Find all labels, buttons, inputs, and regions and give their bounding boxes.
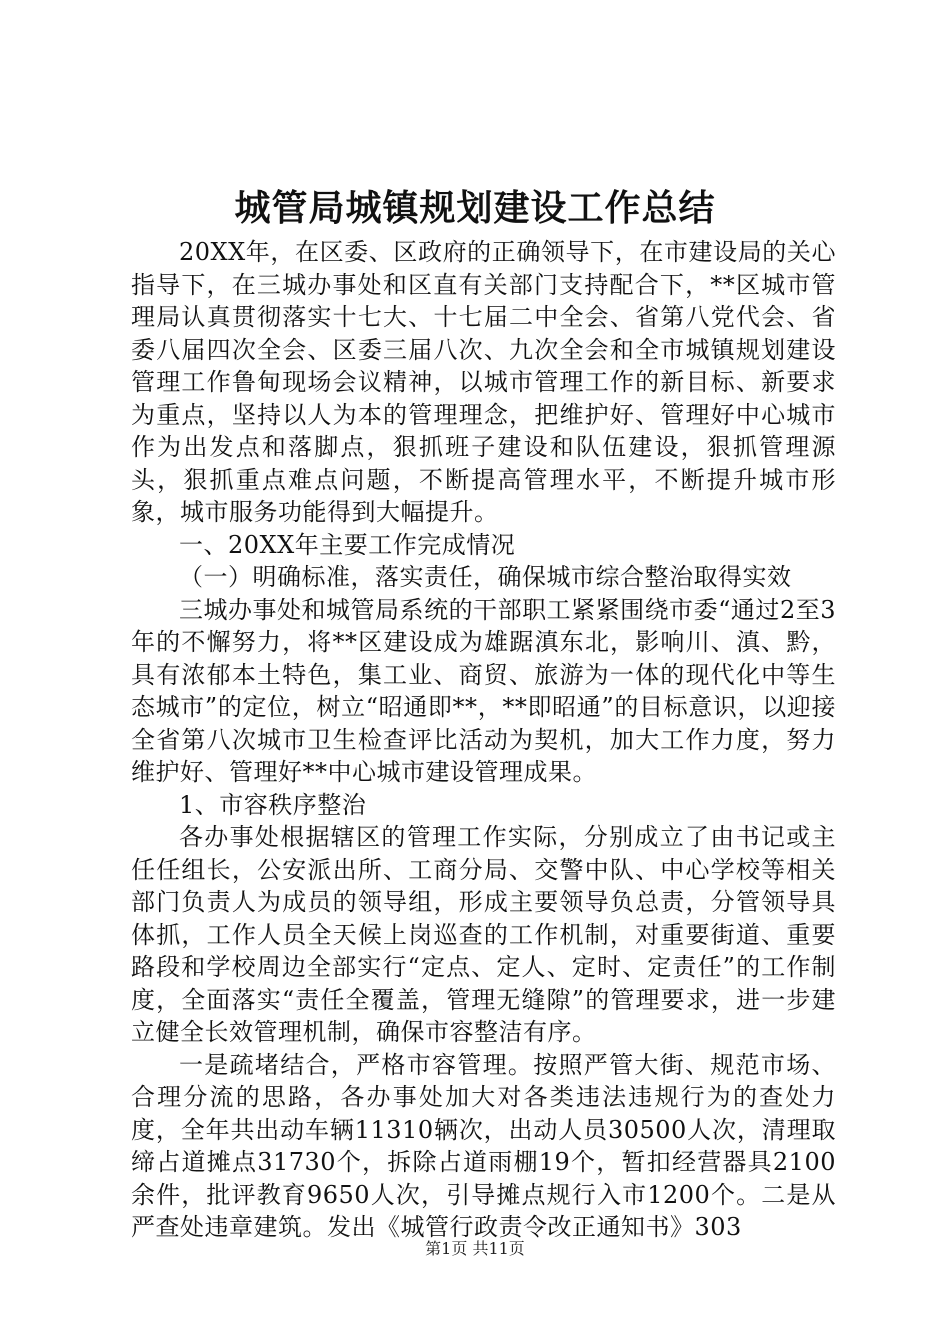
paragraph-measures: 一是疏堵结合，严格市容管理。按照严管大街、规范市场、合理分流的思路，各办事处加大对各类违法违规行为的查处力度，全年共出动车辆11310辆次，出动人员30500人次，清理取缔占道摊点31730个，拆除占道雨棚19个，暂扣经营器具2100余件，批评教育9650人次，引导摊点规行入市1200个。二是从严查处违章建筑。发出《城管行政责令改正通知书》303 [131, 1050, 836, 1241]
subsection-heading-1: （一）明确标准，落实责任，确保城市综合整治取得实效 [179, 563, 792, 591]
item-heading-1: 1、市容秩序整治 [179, 790, 367, 819]
paragraph-positioning: 三城办事处和城管局系统的干部职工紧紧围绕市委“通过2至3年的不懈努力，将**区建设成为雄踞滇东北，影响川、滇、黔，具有浓郁本土特色，集工业、商贸、旅游为一体的现代化中等生态城市”的定位，树立“昭通即**，**即昭通”的目标意识，以迎接全省第八次城市卫生检查评比活动为契机，加大工作力度，努力维护好、管理好**中心城市建设管理成果。 [131, 595, 836, 786]
paragraph-intro: 20XX年，在区委、区政府的正确领导下，在市建设局的关心指导下，在三城办事处和区直有关部门支持配合下，**区城市管理局认真贯彻落实十七大、十七届二中全会、省第八党代会、省委八届四次全会、区委三届八次、九次全会和全市城镇规划建设管理工作鲁甸现场会议精神，以城市管理工作的新目标、新要求为重点，坚持以人为本的管理理念，把维护好、管理好中心城市作为出发点和落脚点，狠抓班子建设和队伍建设，狠抓管理源头，狠抓重点难点问题，不断提高管理水平，不断提升城市形象，城市服务功能得到大幅提升。 [131, 238, 836, 526]
page-number-footer: 第1页 共11页 [425, 1239, 525, 1258]
section-heading-1: 一、20XX年主要工作完成情况 [179, 530, 516, 559]
document-title: 城管局城镇规划建设工作总结 [234, 187, 716, 229]
document-body [131, 236, 836, 1244]
paragraph-mechanism: 各办事处根据辖区的管理工作实际，分别成立了由书记或主任任组长，公安派出所、工商分局、交警中队、中心学校等相关部门负责人为成员的领导组，形成主要领导负总责，分管领导具体抓，工作人员全天候上岗巡查的工作机制，对重要街道、重要路段和学校周边全部实行“定点、定人、定时、定责任”的工作制度，全面落实“责任全覆盖，管理无缝隙”的管理要求，进一步建立健全长效管理机制，确保市容整洁有序。 [131, 823, 836, 1046]
